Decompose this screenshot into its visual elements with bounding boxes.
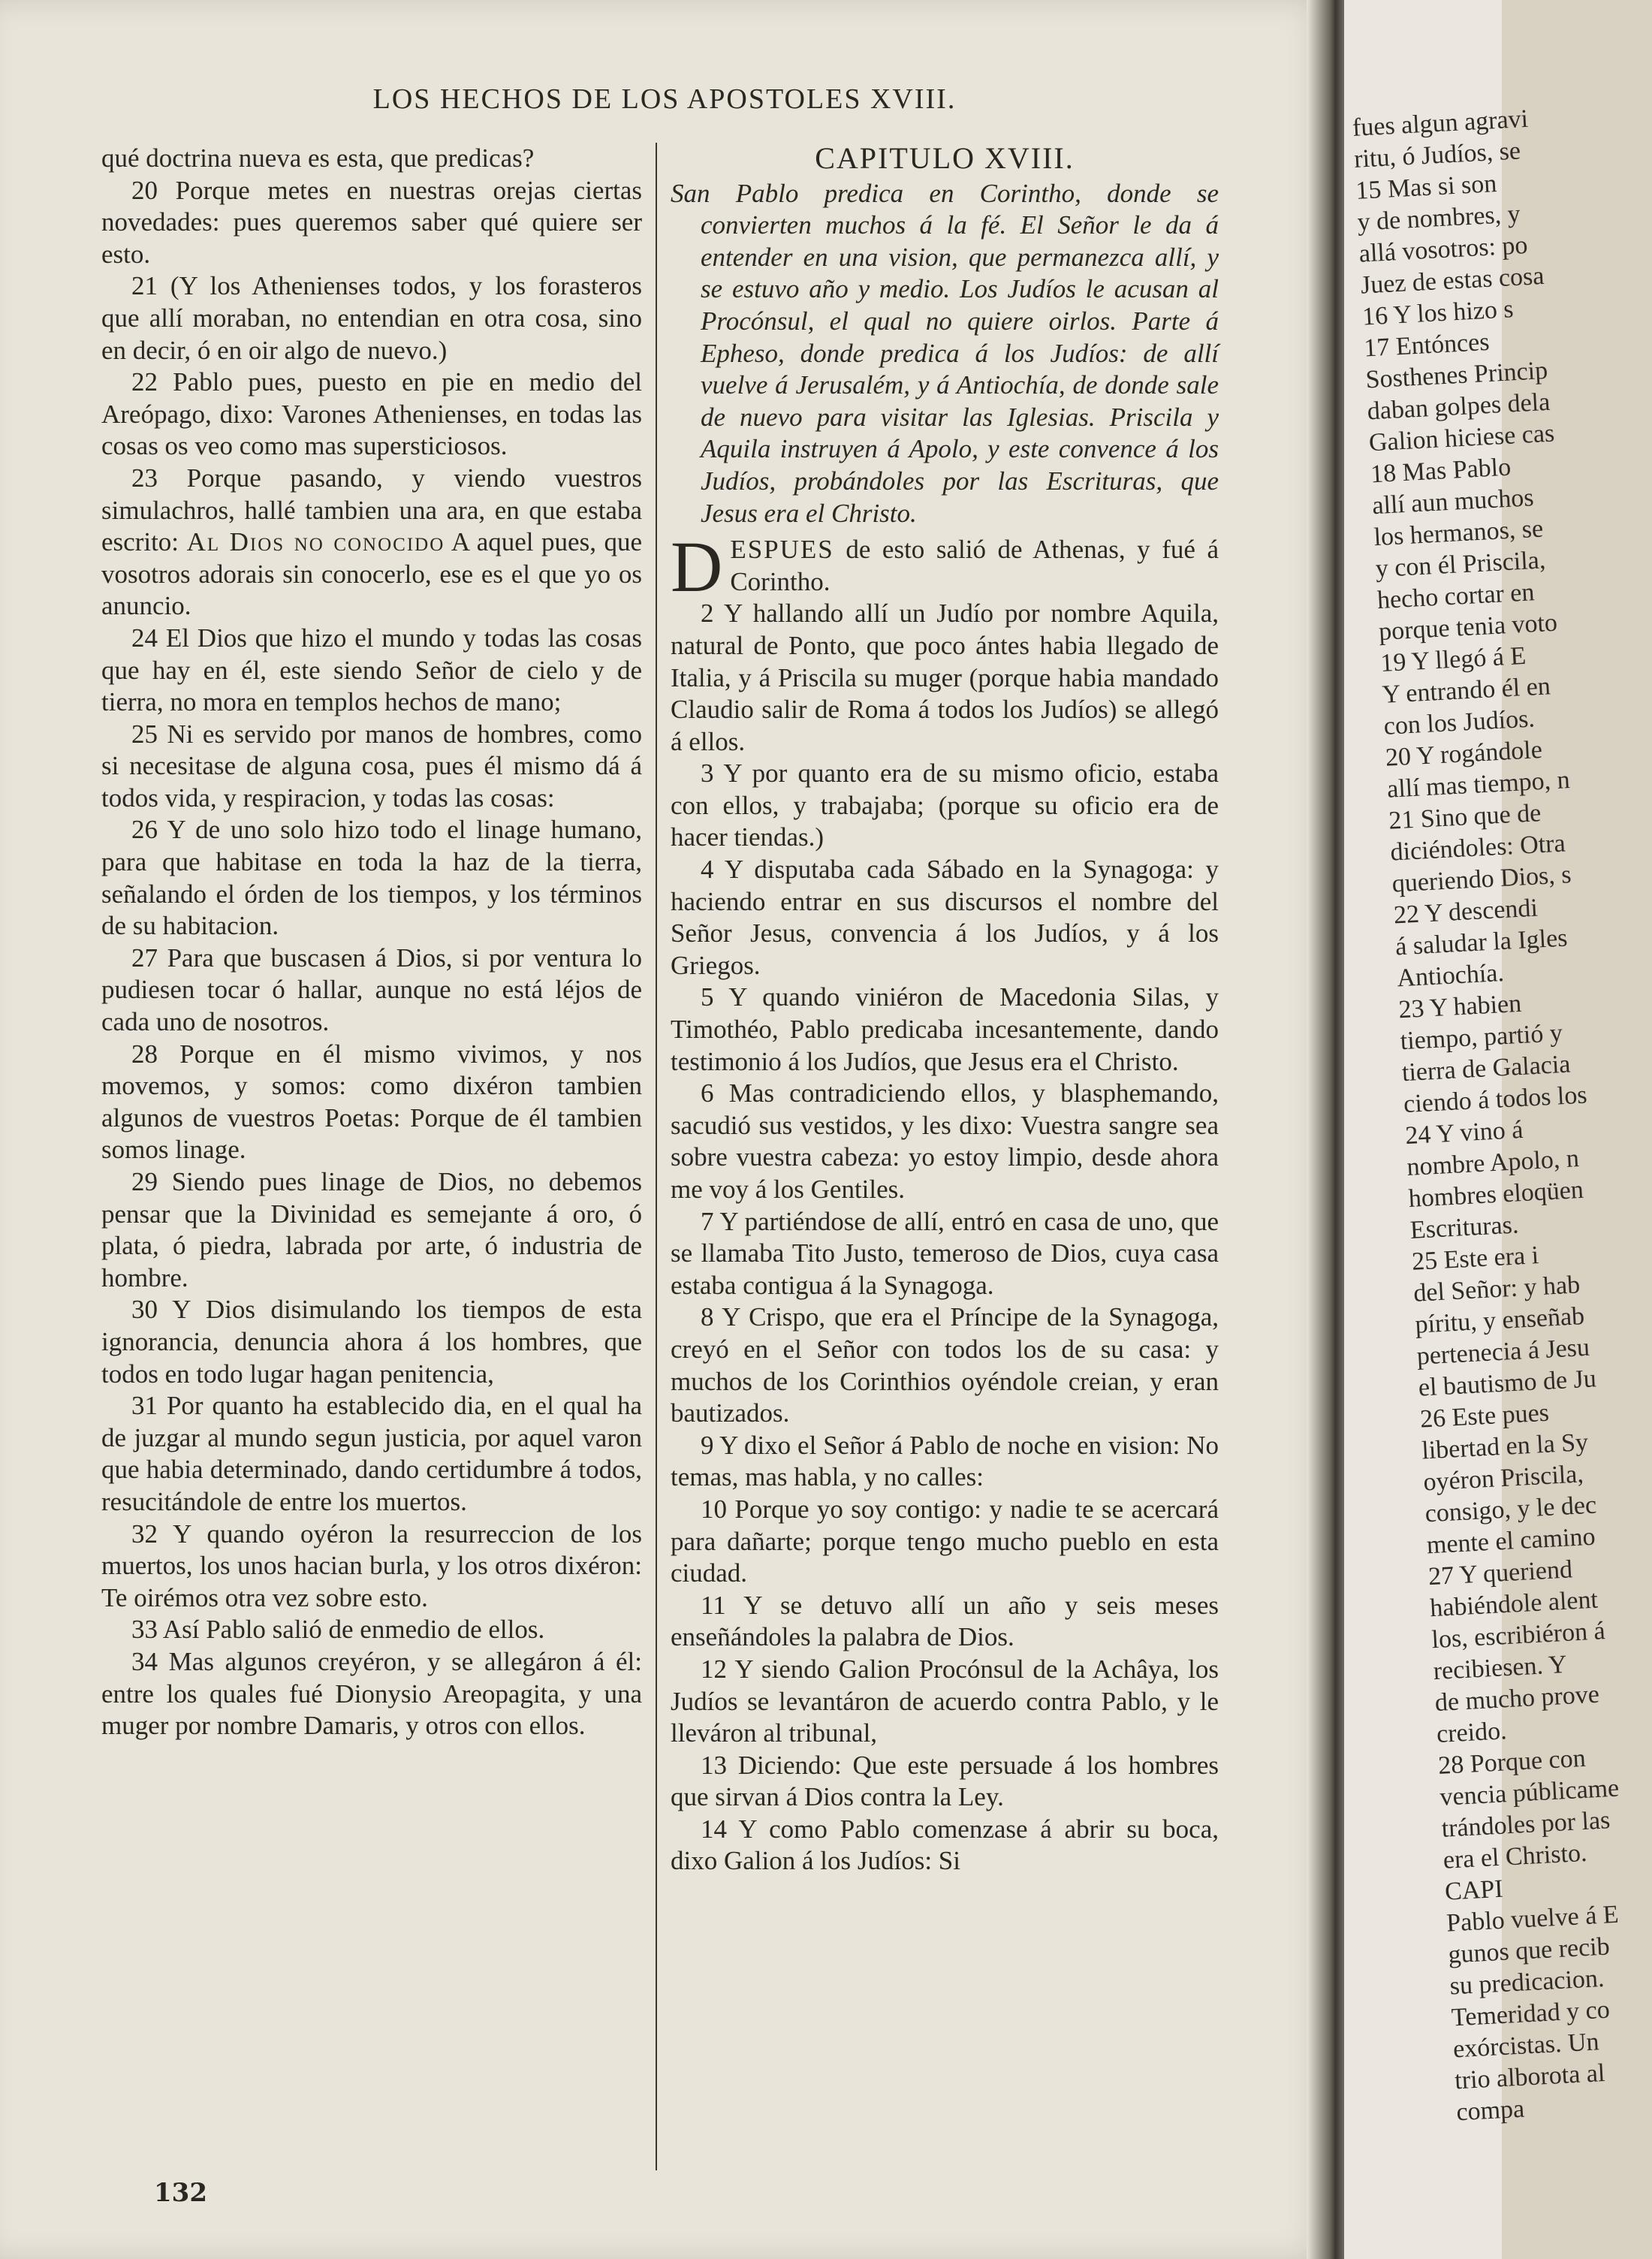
verse-number: 33 xyxy=(131,1615,158,1645)
facing-page-line: CAPI xyxy=(1444,1874,1504,1906)
verse xyxy=(101,463,642,623)
facing-page-line: Sosthenes Princip xyxy=(1364,356,1549,394)
verse-number: 29 xyxy=(131,1167,158,1196)
facing-page-line: mente el camino xyxy=(1426,1522,1596,1560)
verse xyxy=(671,1654,1219,1750)
verse-number: 26 xyxy=(131,815,158,845)
verse-text: Y disputaba cada Sábado en la Synagoga: y haciendo entrar en sus discursos el nombre del Señor Jesus, convencia á los Judíos, y á los Griegos. xyxy=(671,855,1219,980)
facing-page-line: 26 Este pues xyxy=(1419,1398,1550,1434)
verse-number: 3 xyxy=(701,759,714,789)
verse-text: Porque en él mismo vivimos, y nos movemos, y somos: como dixéron tambien algunos de vuestros Poetas: Porque de él tambien somos linage. xyxy=(101,1039,643,1165)
facing-page-line: á saludar la Igles xyxy=(1394,924,1569,961)
facing-page-line: allí mas tiempo, n xyxy=(1386,766,1571,804)
verse-text: Y dixo el Señor á Pablo de noche en vision: No temas, mas habla, y no calles: xyxy=(671,1430,1219,1492)
verse xyxy=(101,1294,642,1390)
facing-page-line: 25 Este era i xyxy=(1411,1241,1539,1276)
facing-page-line: su predicacion. xyxy=(1449,1964,1605,2001)
verse xyxy=(101,366,642,463)
first-verse-text: de esto salió de Athenas, y fué á Corintho. xyxy=(730,535,1219,596)
facing-page-line: con los Judíos. xyxy=(1382,704,1536,740)
facing-page-line: tierra de Galacia xyxy=(1401,1050,1572,1087)
verse-number: 2 xyxy=(701,599,714,629)
facing-page-line: era el Christo. xyxy=(1442,1838,1588,1874)
facing-page-line: vencia públicame xyxy=(1439,1774,1620,1811)
facing-page-line: 28 Porque con xyxy=(1437,1744,1587,1780)
facing-page-line: 22 Y descendi xyxy=(1393,894,1539,930)
facing-page-line: libertad en la Sy xyxy=(1421,1428,1589,1465)
page-number: 132 xyxy=(154,2178,207,2208)
verse-text: Y por quanto era de su mismo oficio, estaba con ellos, y trabajaba; (porque su oficio era de hacer tiendas.) xyxy=(671,759,1219,852)
verse xyxy=(671,1430,1219,1494)
facing-page-line: de mucho prove xyxy=(1434,1680,1600,1718)
facing-page-line: trio alborota al xyxy=(1454,2058,1606,2095)
verse-text: Porque metes en nuestras orejas ciertas novedades: pues queremos saber qué quiere ser esto. xyxy=(101,175,643,269)
verse-text: Y siendo Galion Procónsul de la Achâya, los Judíos se levantáron de acuerdo contra Pablo, y le lleváron al tribunal, xyxy=(671,1654,1219,1748)
verse-text: Y como Pablo comenzase á abrir su boca, dixo Galion á los Judíos: Si xyxy=(671,1814,1219,1876)
verse-number: 31 xyxy=(131,1391,158,1421)
facing-page-line: Juez de estas cosa xyxy=(1360,261,1545,300)
facing-page-line: hombres eloqüen xyxy=(1407,1175,1584,1213)
facing-page-line: ciendo á todos los xyxy=(1403,1081,1588,1119)
facing-page-line: fues algun agravi xyxy=(1352,104,1529,142)
verse xyxy=(101,623,642,719)
facing-page-line: Escrituras. xyxy=(1409,1211,1520,1244)
right-verses xyxy=(671,598,1219,1877)
verse-text: Pablo pues, puesto en pie en medio del Areópago, dixo: Varones Athenienses, en todas las cosas os veo como mas supersticiosos. xyxy=(101,367,642,461)
facing-page-line: Galion hiciese cas xyxy=(1368,419,1556,457)
verse xyxy=(671,1590,1219,1654)
verse-number: 21 xyxy=(131,271,158,301)
verse-text: Y hallando allí un Judío por nombre Aquila, natural de Ponto, que poco ántes habia llegado de Italia, y á Priscila su muger (porque habia mandado Claudio salir de Roma á todos los Judíos) se allegó á ellos. xyxy=(671,599,1219,756)
verse xyxy=(671,598,1219,758)
verse xyxy=(101,1390,642,1518)
verse xyxy=(101,814,642,942)
facing-page-line: el bautismo de Ju xyxy=(1418,1365,1597,1402)
facing-page-line: trándoles por las xyxy=(1440,1806,1611,1843)
facing-page-line: queriendo Dios, s xyxy=(1391,861,1572,898)
verse xyxy=(671,1814,1219,1877)
facing-page-line: hecho cortar en xyxy=(1376,578,1536,615)
verse-text: Así Pablo salió de enmedio de ellos. xyxy=(162,1615,545,1645)
facing-page-line: tiempo, partió y xyxy=(1399,1019,1563,1056)
facing-page-line: compa xyxy=(1455,2095,1526,2127)
facing-page-line: habiéndole alent xyxy=(1429,1585,1599,1623)
verse-text: Mas algunos creyéron, y se allegáron á él: entre los quales fué Dionysio Areopagita, y una muger por nombre Damaris, y otros con ellos. xyxy=(101,1646,643,1741)
verse-number: 12 xyxy=(701,1654,727,1684)
verse-text: A aquel pues, que vosotros adorais sin conocerlo, ese es el que yo os anuncio. xyxy=(101,527,643,621)
facing-page-line: nombre Apolo, n xyxy=(1406,1145,1580,1182)
facing-page-line: del Señor: y hab xyxy=(1412,1271,1581,1307)
facing-page-line: recibiesen. Y xyxy=(1432,1650,1568,1686)
verse-number: 25 xyxy=(131,719,158,749)
verse-text: (Y los Athenienses todos, y los forasteros que allí moraban, no entendian en otra cosa, sino en decir, ó en oir algo de nuevo.) xyxy=(101,271,642,365)
verse xyxy=(671,982,1219,1078)
verse-number: 9 xyxy=(701,1430,714,1460)
facing-page-line: 27 Y queriend xyxy=(1427,1555,1573,1591)
verse-text: Porque pasando, y viendo vuestros simulachros, hallé tambien una ara, en que estaba escrito: xyxy=(101,463,643,557)
verse-text: Y Dios disimulando los tiempos de esta ignorancia, denuncia ahora á los hombres, que todos en todo lugar hagan penitencia, xyxy=(101,1295,642,1389)
verse xyxy=(671,854,1219,982)
facing-page-line: los, escribiéron á xyxy=(1430,1617,1606,1654)
verse-number: 20 xyxy=(131,175,158,205)
verse-text: Para que buscasen á Dios, si por ventura lo pudiesen tocar ó hallar, aunque no está léjos de cada uno de nosotros. xyxy=(101,943,642,1037)
facing-page-line: allá vosotros: po xyxy=(1358,231,1529,268)
facing-page-line: los hermanos, se xyxy=(1373,514,1544,552)
verse-number: 30 xyxy=(131,1295,158,1325)
verse-number: 28 xyxy=(131,1039,158,1069)
facing-page-line: y con él Priscila, xyxy=(1374,546,1547,584)
facing-page-line: consigo, y le dec xyxy=(1424,1491,1597,1528)
facing-page-line: píritu, y enseñab xyxy=(1414,1301,1585,1339)
verse xyxy=(101,143,642,175)
verse-text: Diciendo: Que este persuade á los hombres que sirvan á Dios contra la Ley. xyxy=(671,1750,1219,1812)
facing-page-line: diciéndoles: Otra xyxy=(1389,829,1566,867)
facing-page-line: daban golpes dela xyxy=(1366,388,1551,426)
facing-page-line: 19 Y llegó á E xyxy=(1379,641,1527,677)
verse-number: 24 xyxy=(131,623,158,653)
verse-number: 23 xyxy=(131,463,158,493)
verse xyxy=(671,1494,1219,1590)
running-head: LOS HECHOS DE LOS APOSTOLES XVIII. xyxy=(372,83,957,115)
verse-text: Mas contradiciendo ellos, y blasphemando, sacudió sus vestidos, y les dixo: Vuestra sangre sea sobre vuestra cabeza: yo estoy limpio, desde ahora me voy á los Gentiles. xyxy=(671,1078,1219,1204)
verse-number: 34 xyxy=(131,1646,158,1676)
facing-page-line: 16 Y los hizo s xyxy=(1361,295,1515,331)
verse-text: qué doctrina nueva es esta, que predicas? xyxy=(101,143,535,173)
facing-page-line: y de nombres, y xyxy=(1356,200,1521,237)
left-column xyxy=(101,143,642,1742)
facing-page-line: creido. xyxy=(1436,1717,1508,1749)
verse xyxy=(671,758,1219,854)
chapter-summary: San Pablo predica en Corintho, donde se convierten muchos á la fé. El Señor le da á entender en una vision, que permanezca allí, y se estuvo año y medio. Los Judíos le acusan al Procónsul, el qual no quiere oirlos. Parte á Epheso, donde predica á los Judíos: de allí vuelve á Jerusalém, y á Antiochía, de donde sale de nuevo para visitar las Iglesias. Priscila y Aquila instruyen á Apolo, y este convence á los Judíos, probándoles por las Escrituras, que Jesus era el Christo. xyxy=(671,178,1219,528)
facing-page-line: gunos que recib xyxy=(1447,1932,1611,1969)
verse xyxy=(101,1039,642,1166)
facing-page-line: 23 Y habien xyxy=(1397,989,1523,1024)
verse-text: Siendo pues linage de Dios, no debemos pensar que la Divinidad es semejante á oro, ó plata, ó piedra, labrada por arte, ó industria de hombre. xyxy=(101,1167,643,1292)
first-verse xyxy=(671,526,1219,608)
verse-number: 5 xyxy=(701,982,714,1012)
facing-page-line: oyéron Priscila, xyxy=(1422,1460,1584,1497)
verse-number: 27 xyxy=(131,943,158,973)
right-column xyxy=(671,143,1219,1877)
facing-page-line: ritu, ó Judíos, se xyxy=(1353,137,1521,173)
verse-text: Porque yo soy contigo: y nadie te se acercará para dañarte; porque tengo mucho pueblo en esta ciudad. xyxy=(671,1494,1219,1588)
verse-number: 32 xyxy=(131,1519,158,1549)
verse xyxy=(101,1519,642,1615)
first-verse-caps: ESPUES xyxy=(730,535,834,565)
verse-number: 4 xyxy=(701,855,714,885)
verse xyxy=(671,1301,1219,1429)
verse xyxy=(101,1614,642,1646)
facing-page xyxy=(1344,0,1620,2259)
drop-cap: D xyxy=(671,526,723,608)
facing-page-line: 17 Entónces xyxy=(1363,327,1491,363)
facing-page-line: 20 Y rogándole xyxy=(1385,735,1543,772)
verse-text: Ni es servido por manos de hombres, como si necesitase de alguna cosa, pues él mismo dá á todos vida, y respiracion, y todas las cosas: xyxy=(101,719,642,813)
verse-text: Y partiéndose de allí, entró en casa de uno, que se llamaba Tito Justo, temeroso de Dios, cuya casa estaba contigua á la Synagoga. xyxy=(671,1206,1219,1300)
facing-page-line: 18 Mas Pablo xyxy=(1370,453,1512,489)
verse xyxy=(101,1166,642,1294)
verse-number: 6 xyxy=(701,1078,714,1108)
verse-text: Y quando viniéron de Macedonia Silas, y Timothéo, Pablo predicaba incesantemente, dando testimonio á los Judíos, que Jesus era el Christo. xyxy=(671,982,1219,1076)
verse-text: Y quando oyéron la resurreccion de los muertos, los unos hacian burla, y los otros dixéron: Te oirémos otra vez sobre esto. xyxy=(101,1519,643,1612)
verse-number: 10 xyxy=(701,1494,727,1524)
facing-page-line: Y entrando él en xyxy=(1381,672,1551,709)
verse-number: 8 xyxy=(701,1302,714,1332)
chapter-title: CAPITULO XVIII. xyxy=(815,141,1075,175)
verse-number: 22 xyxy=(131,367,158,397)
facing-page-line: 21 Sino que de xyxy=(1388,799,1542,835)
verse-number: 14 xyxy=(701,1814,727,1844)
verse-text: Y Crispo, que era el Príncipe de la Synagoga, creyó en el Señor con todos los de su casa: y muchos de los Corinthios oyéndole creian, y eran bautizados. xyxy=(671,1302,1219,1428)
facing-page-line: pertenecia á Jesu xyxy=(1415,1333,1590,1371)
verse-text: El Dios que hizo el mundo y todas las cosas que hay en él, este siendo Señor de cielo y de tierra, no mora en templos hechos de mano; xyxy=(101,623,642,717)
verse-text: Por quanto ha establecido dia, en el qual ha de juzgar al mundo segun justicia, por aquel varon que habia determinado, dando certidumbre á todos, resucitándole de entre los muertos. xyxy=(101,1391,642,1516)
verse-number: 7 xyxy=(701,1206,714,1236)
verse xyxy=(101,943,642,1039)
facing-page-line: Pablo vuelve á E xyxy=(1446,1900,1620,1938)
verse-text: Y de uno solo hizo todo el linage humano, para que habitase en toda la haz de la tierra, señalando el órden de los tiempos, y los términos de su habitacion. xyxy=(101,815,643,941)
facing-page-line: 15 Mas si son xyxy=(1355,170,1498,205)
verse xyxy=(671,1206,1219,1302)
verse xyxy=(101,719,642,815)
verse xyxy=(671,1078,1219,1205)
verse xyxy=(101,175,642,271)
facing-page-line: allí aun muchos xyxy=(1371,484,1535,520)
verse-text: Y se detuvo allí un año y seis meses enseñándoles la palabra de Dios. xyxy=(671,1590,1219,1652)
facing-page-line: exórcistas. Un xyxy=(1452,2028,1600,2064)
facing-page-line: 24 Y vino á xyxy=(1404,1115,1524,1151)
facing-page-line: Antiochía. xyxy=(1396,958,1505,993)
facing-page-line: Temeridad y co xyxy=(1450,1995,1611,2032)
verse xyxy=(671,1750,1219,1814)
column-rule xyxy=(656,143,657,2170)
verse-small-caps: Al Dios no conocido xyxy=(186,527,445,557)
verse-number: 13 xyxy=(701,1750,727,1780)
verse xyxy=(101,1646,642,1742)
verse xyxy=(101,270,642,366)
verse-number: 11 xyxy=(701,1590,726,1620)
facing-page-line: porque tenia voto xyxy=(1378,608,1558,647)
facing-page-text xyxy=(1352,102,1652,2128)
